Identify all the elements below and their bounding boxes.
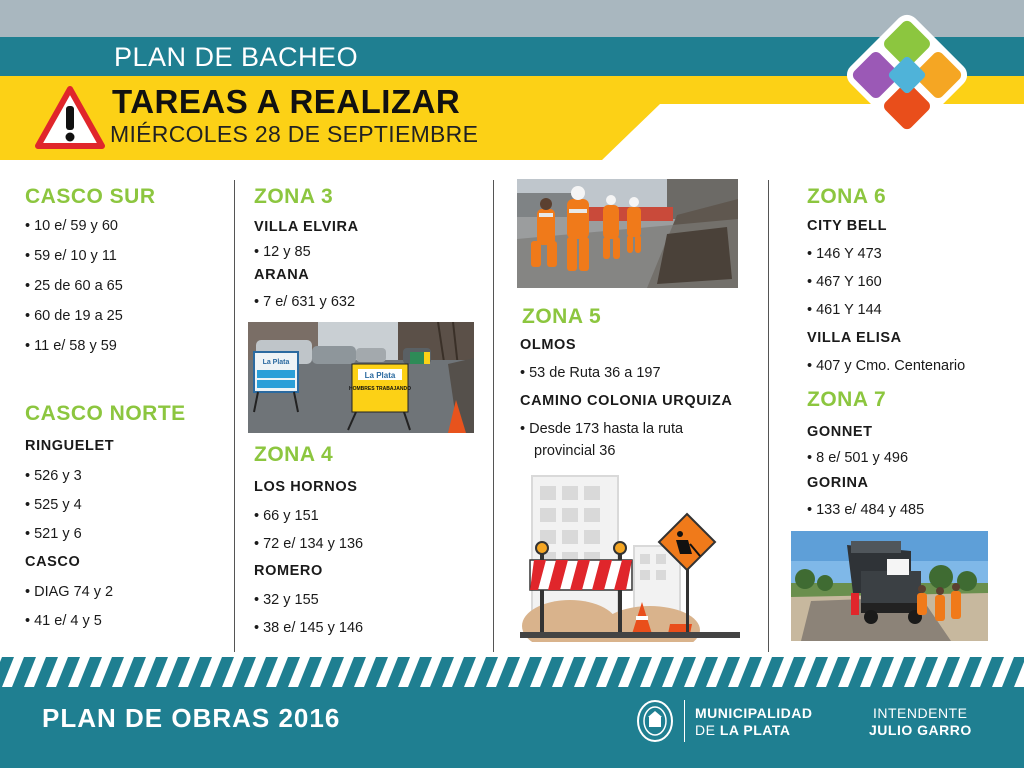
footer-separator xyxy=(684,700,685,742)
locality-camino-colonia-urquiza: CAMINO COLONIA URQUIZA xyxy=(520,393,733,409)
zone-title-zona-5: ZONA 5 xyxy=(522,305,602,328)
locality-romero: ROMERO xyxy=(254,563,323,579)
list-item: • 60 de 19 a 25 xyxy=(25,307,123,325)
paving-machine-photo xyxy=(791,531,988,641)
list-item: • 146 Y 473 xyxy=(807,245,882,263)
list-item: • DIAG 74 y 2 xyxy=(25,583,113,601)
street-signs-photo xyxy=(248,322,474,433)
zone-title-zona-6: ZONA 6 xyxy=(807,185,887,208)
warning-icon xyxy=(35,86,105,150)
list-item: • 11 e/ 58 y 59 xyxy=(25,337,117,355)
plan-bacheo-label: PLAN DE BACHEO xyxy=(114,42,359,72)
list-item: • 8 e/ 501 y 496 xyxy=(807,449,908,467)
locality-gorina: GORINA xyxy=(807,475,869,491)
zone-title-zona-3: ZONA 3 xyxy=(254,185,334,208)
locality-ringuelet: RINGUELET xyxy=(25,438,115,454)
column-divider xyxy=(234,180,235,652)
list-item: • 25 de 60 a 65 xyxy=(25,277,123,295)
right-sign-text: HOMBRES TRABAJANDO xyxy=(349,386,411,392)
zone-title-casco-sur: CASCO SUR xyxy=(25,185,156,208)
de-la-plata-label xyxy=(695,722,790,739)
column-divider xyxy=(768,180,769,652)
list-item: • 66 y 151 xyxy=(254,507,319,525)
locality-casco: CASCO xyxy=(25,554,81,570)
workers-photo xyxy=(517,179,738,288)
list-item: • 7 e/ 631 y 632 xyxy=(254,293,355,311)
list-item: • 72 e/ 134 y 136 xyxy=(254,535,363,553)
date-label: MIÉRCOLES 28 DE SEPTIEMBRE xyxy=(110,121,479,147)
bottom-stripes xyxy=(0,657,1024,687)
left-sign-text: La Plata xyxy=(262,359,290,366)
zone-title-zona-4: ZONA 4 xyxy=(254,443,334,466)
list-item: • 461 Y 144 xyxy=(807,301,882,319)
locality-city-bell: CITY BELL xyxy=(807,218,888,234)
zone-title-zona-7: ZONA 7 xyxy=(807,388,887,411)
intendente-label: INTENDENTE xyxy=(873,705,968,721)
locality-villa-elvira: VILLA ELVIRA xyxy=(254,219,359,235)
locality-gonnet: GONNET xyxy=(807,424,873,440)
list-item: • 32 y 155 xyxy=(254,591,319,609)
list-item: • 521 y 6 xyxy=(25,525,82,543)
list-item: • 38 e/ 145 y 146 xyxy=(254,619,363,637)
list-item: • 10 e/ 59 y 60 xyxy=(25,217,118,235)
intendente-name: JULIO GARRO xyxy=(869,722,972,738)
plan-obras-title: PLAN DE OBRAS 2016 xyxy=(42,703,341,733)
list-item: • 467 Y 160 xyxy=(807,273,882,291)
zone-title-casco-norte: CASCO NORTE xyxy=(25,402,186,425)
list-item: • 133 e/ 484 y 485 xyxy=(807,501,924,519)
la-plata-seal xyxy=(636,699,674,743)
de-prefix: DE xyxy=(695,722,720,738)
la-plata-name: LA PLATA xyxy=(719,722,791,738)
list-item-continuation: provincial 36 xyxy=(534,443,616,459)
list-item: • Desde 173 hasta la ruta xyxy=(520,420,683,438)
list-item: • 41 e/ 4 y 5 xyxy=(25,612,102,630)
list-item: • 526 y 3 xyxy=(25,467,82,485)
column-divider xyxy=(493,180,494,652)
municipalidad-label: MUNICIPALIDAD xyxy=(695,705,813,721)
list-item: • 12 y 85 xyxy=(254,243,311,261)
list-item: • 407 y Cmo. Centenario xyxy=(807,357,965,375)
locality-olmos: OLMOS xyxy=(520,337,577,353)
locality-arana: ARANA xyxy=(254,267,310,283)
page-title: TAREAS A REALIZAR xyxy=(112,83,461,120)
municipal-logo xyxy=(832,14,982,136)
list-item: • 525 y 4 xyxy=(25,496,82,514)
list-item: • 53 de Ruta 36 a 197 xyxy=(520,364,661,382)
right-sign-brand: La Plata xyxy=(364,371,396,380)
locality-villa-elisa: VILLA ELISA xyxy=(807,330,902,346)
locality-los-hornos: LOS HORNOS xyxy=(254,479,358,495)
construction-illustration xyxy=(520,474,740,642)
list-item: • 59 e/ 10 y 11 xyxy=(25,247,117,265)
